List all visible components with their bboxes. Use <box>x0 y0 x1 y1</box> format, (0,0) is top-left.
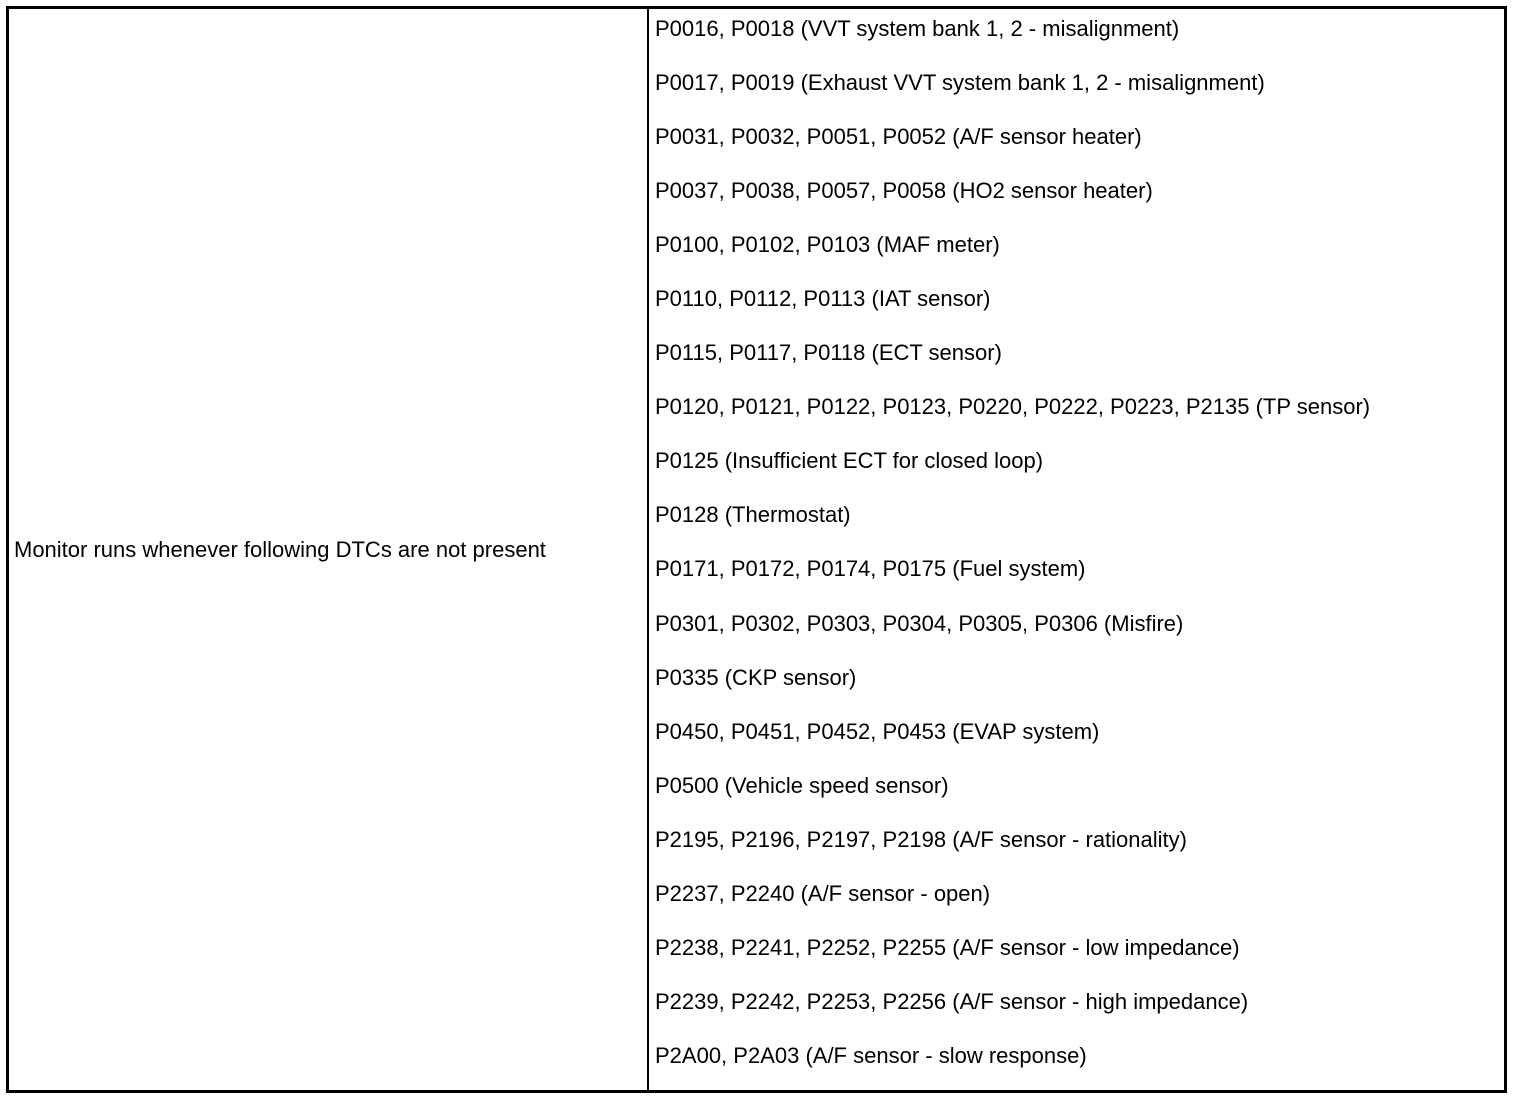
dtc-line: P2195, P2196, P2197, P2198 (A/F sensor - rationality) <box>655 826 1187 852</box>
dtc-line: P0335 (CKP sensor) <box>655 664 857 690</box>
dtc-line: P0120, P0121, P0122, P0123, P0220, P0222, P0223, P2135 (TP sensor) <box>655 394 1371 420</box>
dtc-line: P0128 (Thermostat) <box>655 502 851 528</box>
condition-cell <box>9 9 649 1090</box>
dtc-line: P2237, P2240 (A/F sensor - open) <box>655 880 991 906</box>
dtc-line: P2239, P2242, P2253, P2256 (A/F sensor - high impedance) <box>655 988 1249 1014</box>
dtc-line: P0110, P0112, P0113 (IAT sensor) <box>655 286 991 312</box>
dtc-line: P0017, P0019 (Exhaust VVT system bank 1, 2 - misalignment) <box>655 70 1265 96</box>
dtc-line: P0301, P0302, P0303, P0304, P0305, P0306 (Misfire) <box>655 610 1184 636</box>
dtc-line: P0031, P0032, P0051, P0052 (A/F sensor heater) <box>655 124 1142 150</box>
dtc-line: P2A00, P2A03 (A/F sensor - slow response) <box>655 1042 1087 1068</box>
condition-label: Monitor runs whenever following DTCs are not present <box>14 536 546 562</box>
dtc-line: P0016, P0018 (VVT system bank 1, 2 - misalignment) <box>655 16 1180 41</box>
dtc-line: P2238, P2241, P2252, P2255 (A/F sensor - low impedance) <box>655 934 1240 960</box>
dtc-condition-table <box>6 6 1507 1093</box>
dtc-line: P0037, P0038, P0057, P0058 (HO2 sensor heater) <box>655 178 1153 204</box>
dtc-line: P0450, P0451, P0452, P0453 (EVAP system) <box>655 718 1100 744</box>
dtc-line: P0115, P0117, P0118 (ECT sensor) <box>655 340 1002 366</box>
dtc-line: P0500 (Vehicle speed sensor) <box>655 772 949 798</box>
dtc-list-cell <box>649 9 1504 1090</box>
dtc-line: P0100, P0102, P0103 (MAF meter) <box>655 232 1000 258</box>
dtc-line: P0125 (Insufficient ECT for closed loop) <box>655 448 1044 474</box>
dtc-line: P0171, P0172, P0174, P0175 (Fuel system) <box>655 556 1086 582</box>
